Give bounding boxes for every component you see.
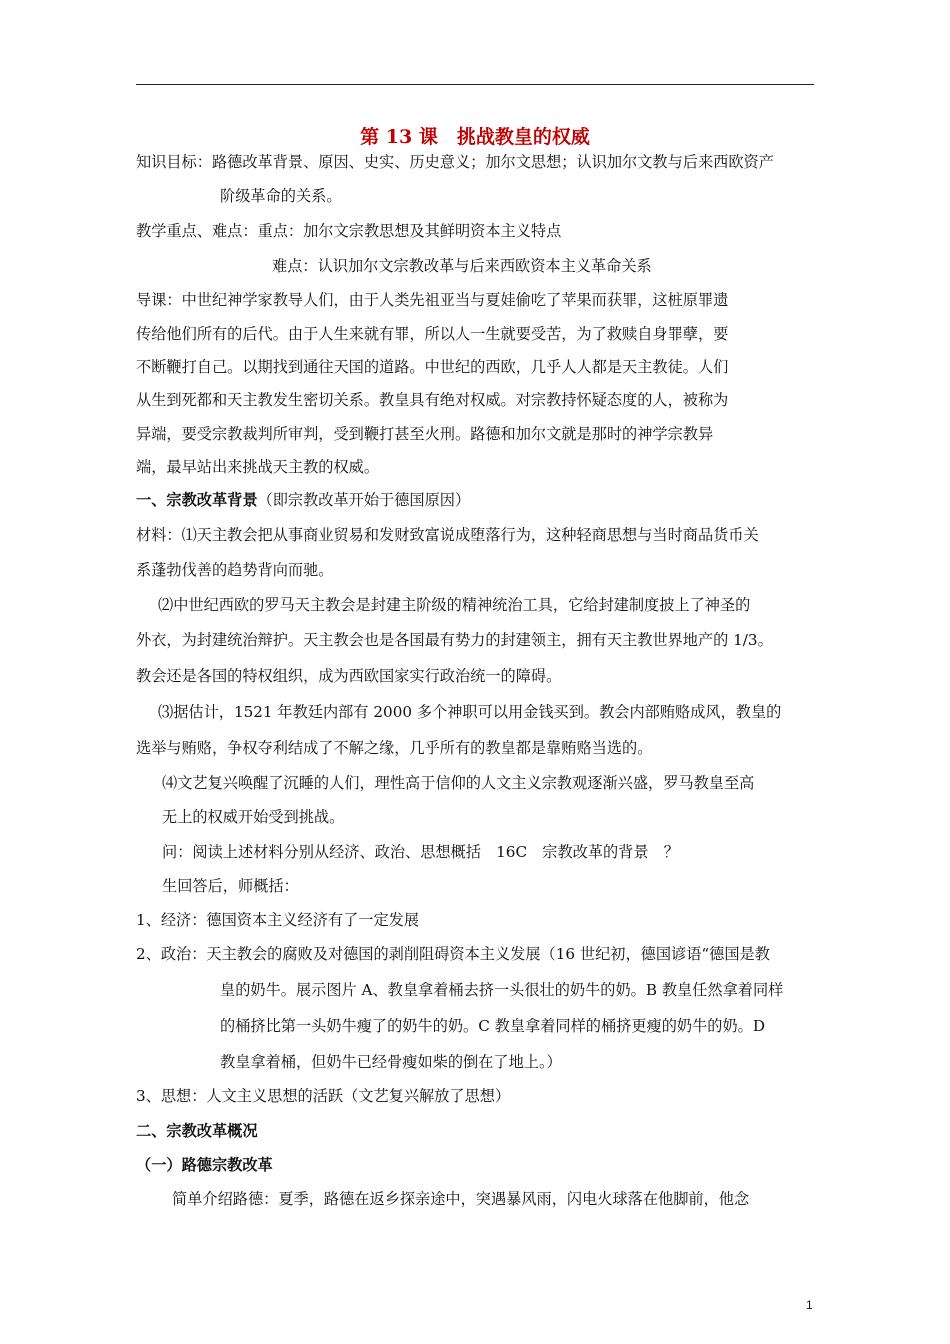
intro-line-5: 异端，要受宗教裁判所审判，受到鞭打甚至火刑。路德和加尔文就是那时的神学宗教异	[136, 425, 714, 443]
page-number: 1	[806, 1298, 813, 1312]
material-2-line-3: 教会还是各国的特权组织，成为西欧国家实行政治统一的障碍。	[136, 667, 562, 685]
intro-line-1: 导课：中世纪神学家教导人们，由于人类先祖亚当与夏娃偷吃了苹果而获罪，这桩原罪遗	[136, 291, 729, 309]
section-1-heading-line	[136, 490, 470, 510]
material-4-line-2: 无上的权威开始受到挑战。	[162, 808, 345, 826]
material-1-line-2: 系蓬勃伐善的趋势背向而驰。	[136, 561, 334, 579]
intro-line-3: 不断鞭打自己。以期找到通往天国的道路。中世纪的西欧，几乎人人都是天主教徒。人们	[136, 358, 729, 376]
material-3-line-2: 选举与贿赂，争权夺利结成了不解之缘，几乎所有的教皇都是靠贿赂当选的。	[136, 739, 653, 757]
material-2-line-1: ⑵中世纪西欧的罗马天主教会是封建主阶级的精神统治工具，它给封建制度披上了神圣的	[158, 596, 751, 614]
focus-line-2: 难点：认识加尔文宗教改革与后来西欧资本主义革命关系	[272, 257, 652, 275]
point-economy: 1、经济：德国资本主义经济有了一定发展	[136, 911, 420, 929]
intro-line-4: 从生到死都和天主教发生密切关系。教皇具有绝对权威。对宗教持怀疑态度的人，被称为	[136, 391, 729, 409]
point-politics-line-3: 的桶挤比第一头奶牛瘦了的奶牛的奶。C 教皇拿着同样的桶挤更瘦的奶牛的奶。D	[220, 1017, 765, 1035]
material-3-line-1: ⑶据估计，1521 年教廷内部有 2000 多个神职可以用金钱买到。教会内部贿赂成风，教皇的	[158, 703, 782, 721]
section-1-note: （即宗教改革开始于德国原因）	[257, 491, 471, 509]
point-thought: 3、思想：人文主义思想的活跃（文艺复兴解放了思想）	[136, 1087, 511, 1105]
objectives-line-1: 知识目标：路德改革背景、原因、史实、历史意义；加尔文思想；认识加尔文教与后来西欧资产	[136, 153, 774, 171]
material-1-line-1: 材料：⑴天主教会把从事商业贸易和发财致富说成堕落行为，这种轻商思想与当时商品货币关	[136, 526, 759, 544]
material-4-line-1: ⑷文艺复兴唤醒了沉睡的人们，理性高于信仰的人文主义宗教观逐渐兴盛，罗马教皇至高	[162, 774, 755, 792]
question-line: 问：阅读上述材料分别从经济、政治、思想概括 16C 宗教改革的背景 ？	[162, 843, 679, 861]
point-politics-line-4: 教皇拿着桶，但奶牛已经骨瘦如柴的倒在了地上。）	[220, 1053, 562, 1071]
page-title: 第 13 课 挑战教皇的权威	[360, 126, 590, 148]
intro-line-6: 端，最早站出来挑战天主教的权威。	[136, 458, 379, 476]
material-2-line-2: 外衣，为封建统治辩护。天主教会也是各国最有势力的封建领主，拥有天主教世界地产的 1/3。	[136, 631, 773, 649]
objectives-line-2: 阶级革命的关系。	[220, 187, 342, 205]
answer-line: 生回答后，师概括：	[162, 877, 299, 895]
intro-line-2: 传给他们所有的后代。由于人生来就有罪，所以人一生就要受苦，为了救赎自身罪孽，要	[136, 325, 729, 343]
focus-line-1: 教学重点、难点：重点：加尔文宗教思想及其鲜明资本主义特点	[136, 222, 562, 240]
point-politics-line-1: 2、政治：天主教会的腐败及对德国的剥削阻碍资本主义发展（16 世纪初，德国谚语“德国是教	[136, 945, 770, 963]
section-1-heading: 一、宗教改革背景	[136, 491, 258, 509]
header-rule	[136, 84, 814, 85]
point-politics-line-2: 皇的奶牛。展示图片 A、教皇拿着桶去挤一头很壮的奶牛的奶。B 教皇任然拿着同样	[220, 981, 784, 999]
luther-intro-line: 简单介绍路德：夏季，路德在返乡探亲途中，突遇暴风雨，闪电火球落在他脚前，他念	[172, 1190, 750, 1208]
section-2-subheading: （一）路德宗教改革	[136, 1156, 273, 1174]
section-2-heading: 二、宗教改革概况	[136, 1122, 258, 1140]
